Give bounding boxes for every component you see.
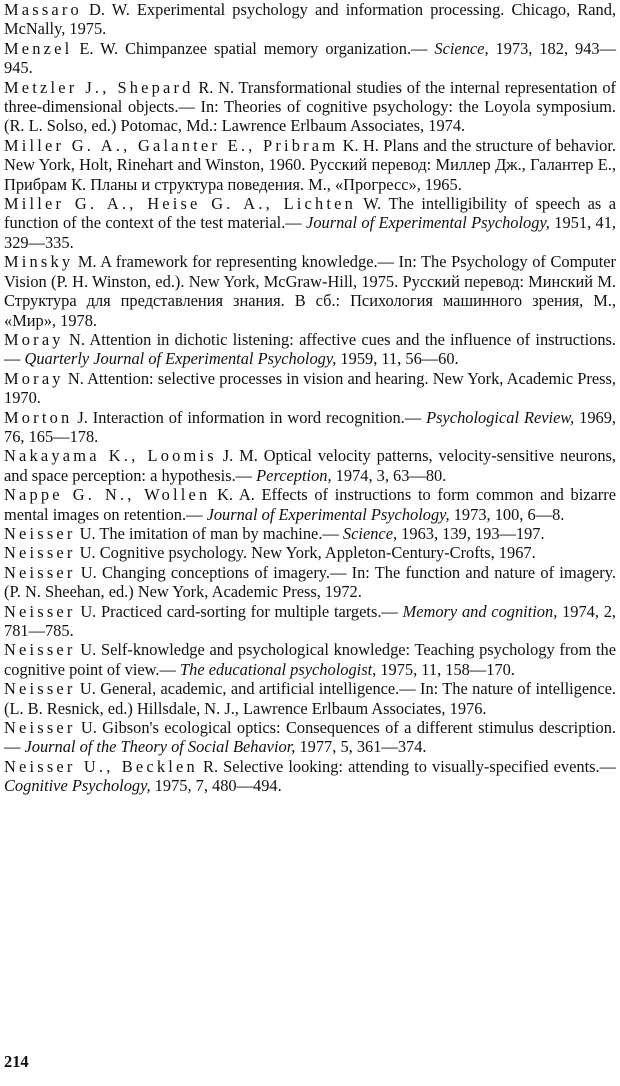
reference-entry bbox=[4, 563, 616, 602]
reference-entry bbox=[4, 446, 616, 485]
reference-entry bbox=[4, 330, 616, 369]
reference-entry bbox=[4, 136, 616, 194]
reference-text: K. H. Plans and the structure of behavior. New York, Holt, Rinehart and Winston, 1960. Русский перевод: Миллер Дж., Галантер Е., Прибрам К. Планы и структура поведения. М., «Прогресс», 1965. bbox=[4, 135, 616, 194]
reference-entry bbox=[4, 679, 616, 718]
reference-text: U. Self-knowledge and psychological knowledge: Teaching psychology from the cognitive point of view.— bbox=[4, 640, 616, 679]
reference-entry bbox=[4, 543, 616, 562]
reference-text: D. W. Experimental psychology and information processing. Chicago, Rand, McNally, 1975. bbox=[4, 0, 616, 39]
reference-citation: 1975, 11, 158—170. bbox=[376, 659, 515, 679]
reference-author: Neisser bbox=[4, 640, 76, 660]
reference-journal: Journal of Experimental Psychology, bbox=[206, 504, 450, 524]
reference-journal: Science, bbox=[434, 38, 489, 58]
reference-journal: Memory and cognition, bbox=[402, 601, 558, 621]
reference-entry bbox=[4, 252, 616, 330]
reference-entry bbox=[4, 0, 616, 39]
reference-author: Neisser bbox=[4, 523, 76, 543]
reference-citation: 1974, 3, 63—80. bbox=[331, 465, 447, 485]
reference-citation: 1951, 41, 329—335. bbox=[4, 213, 617, 252]
reference-text: J. M. Optical velocity patterns, velocity-sensitive neurons, and space perception: a hypothesis.— bbox=[4, 446, 616, 485]
reference-citation: 1975, 7, 480—494. bbox=[150, 776, 282, 796]
reference-journal: Perception, bbox=[256, 465, 332, 485]
reference-text: U. General, academic, and artificial intelligence.— In: The nature of intelligence. (L. B. Resnick, ed.) Hillsdale, N. J., Lawrence Erlbaum Associates, 1976. bbox=[4, 679, 616, 718]
reference-citation: 1977, 5, 361—374. bbox=[295, 737, 427, 757]
reference-author: Nakayama K., Loomis bbox=[4, 446, 217, 466]
reference-list bbox=[4, 0, 616, 796]
reference-author: Neisser bbox=[4, 543, 76, 563]
reference-text: R. N. Transformational studies of the internal representation of three-dimensional objects.— In: Theories of cognitive psychology: the Loyola symposium. (R. L. Solso, ed.) Potomac, Md.: Lawrence Erlbaum Associates, 1974. bbox=[4, 77, 616, 136]
reference-entry bbox=[4, 194, 616, 252]
reference-author: Menzel bbox=[4, 38, 73, 58]
reference-text: U. Cognitive psychology. New York, Appleton-Century-Crofts, 1967. bbox=[75, 543, 536, 563]
reference-citation: 1973, 100, 6—8. bbox=[449, 504, 565, 524]
reference-author: Miller G. A., Galanter E., Pribram bbox=[4, 135, 339, 155]
reference-journal: Psychological Review, bbox=[426, 407, 575, 427]
reference-author: Moray bbox=[4, 329, 64, 349]
reference-citation: 1974, 2, 781—785. bbox=[4, 601, 616, 640]
reference-entry bbox=[4, 485, 616, 524]
reference-text: U. The imitation of man by machine.— bbox=[75, 523, 343, 543]
reference-entry bbox=[4, 78, 616, 136]
reference-text: E. W. Chimpanzee spatial memory organization.— bbox=[72, 38, 435, 58]
reference-journal: Journal of the Theory of Social Behavior, bbox=[24, 737, 296, 757]
reference-text: W. The intelligibility of speech as a function of the context of the test material.— bbox=[4, 194, 616, 233]
reference-author: Minsky bbox=[4, 252, 74, 272]
reference-entry bbox=[4, 39, 616, 78]
page-number: 214 bbox=[4, 1052, 29, 1071]
reference-journal: Cognitive Psychology, bbox=[4, 776, 151, 796]
reference-journal: The educational psychologist, bbox=[180, 659, 377, 679]
reference-author: Miller G. A., Heise G. A., Lichten bbox=[4, 194, 357, 214]
reference-author: Massaro bbox=[4, 0, 82, 19]
reference-author: Neisser bbox=[4, 679, 76, 699]
reference-entry bbox=[4, 640, 616, 679]
reference-journal: Science, bbox=[342, 523, 398, 543]
reference-text: U. Gibson's ecological optics: Consequences of a different stimulus description.— bbox=[4, 718, 616, 757]
reference-author: Neisser bbox=[4, 718, 76, 738]
reference-entry bbox=[4, 757, 616, 796]
reference-text: U. Practiced card-sorting for multiple targets.— bbox=[75, 601, 403, 621]
reference-text: N. Attention: selective processes in vision and hearing. New York, Academic Press, 1970. bbox=[4, 368, 616, 408]
reference-author: Neisser bbox=[4, 562, 76, 582]
reference-text: M. A framework for representing knowledge.— In: The Psychology of Computer Vision (P. H. Winston, ed.). New York, McGraw-Hill, 1975. Русский перевод: Минский М. Структура для представления знания. В сб.: Психология машинного зрения, М., «Мир», 1978. bbox=[4, 252, 616, 330]
reference-text: K. A. Effects of instructions to form common and bizarre mental images on retention.— bbox=[4, 485, 616, 524]
reference-text: R. Selective looking: attending to visually-specified events.— bbox=[197, 756, 617, 776]
reference-entry bbox=[4, 408, 616, 447]
reference-author: Morton bbox=[4, 407, 73, 427]
reference-citation: 1973, 182, 943—945. bbox=[4, 38, 616, 78]
reference-citation: 1963, 139, 193—197. bbox=[397, 523, 545, 543]
reference-citation: 1959, 11, 56—60. bbox=[336, 349, 459, 369]
reference-entry bbox=[4, 718, 616, 757]
reference-author: Nappe G. N., Wollen bbox=[4, 485, 211, 505]
reference-entry bbox=[4, 369, 616, 408]
reference-entry bbox=[4, 602, 616, 641]
reference-author: Neisser bbox=[4, 601, 76, 621]
reference-entry bbox=[4, 524, 616, 543]
reference-journal: Quarterly Journal of Experimental Psychology, bbox=[24, 349, 337, 369]
reference-text: J. Interaction of information in word recognition.— bbox=[72, 407, 427, 427]
reference-author: Neisser U., Becklen bbox=[4, 756, 198, 776]
reference-author: Metzler J., Shepard bbox=[4, 77, 194, 97]
reference-text: U. Changing conceptions of imagery.— In: The function and nature of imagery. (P. N. Sheehan, ed.) New York, Academic Press, 1972. bbox=[4, 562, 616, 602]
reference-text: N. Attention in dichotic listening: affective cues and the influence of instructions.— bbox=[4, 329, 616, 369]
reference-citation: 1969, 76, 165—178. bbox=[4, 407, 617, 446]
reference-author: Moray bbox=[4, 368, 64, 388]
reference-journal: Journal of Experimental Psychology, bbox=[306, 213, 550, 233]
